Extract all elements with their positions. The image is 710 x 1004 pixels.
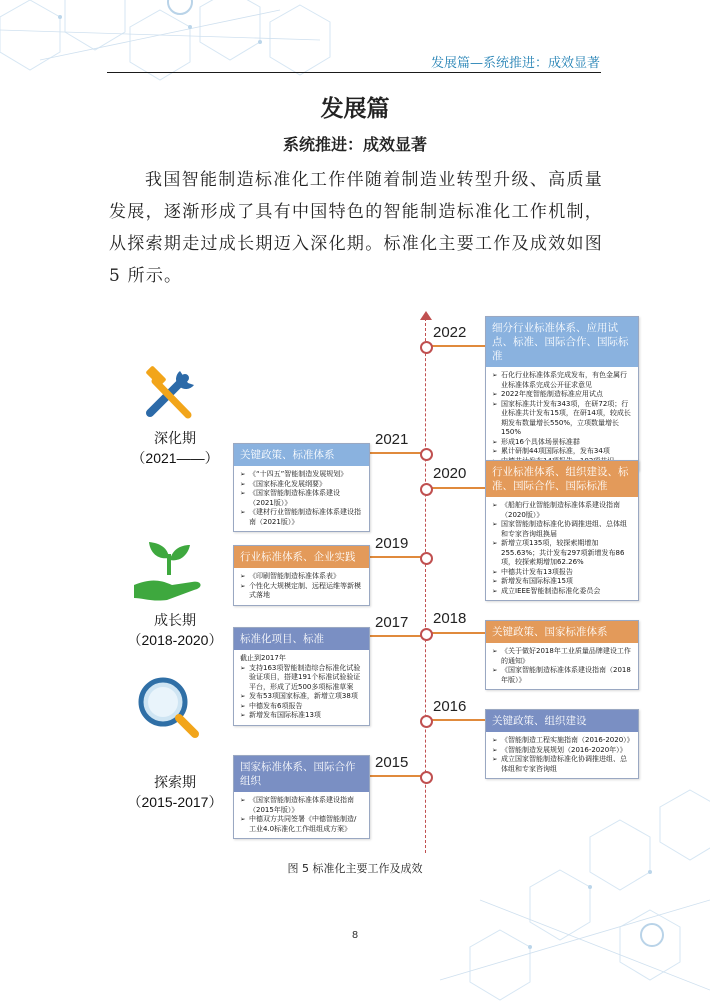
card-item: ➢ 发布53项国家标准，新增立项38项: [240, 692, 363, 702]
header-rule: [107, 72, 601, 73]
stage-deepening: [110, 428, 240, 468]
connector-2020: [425, 487, 485, 489]
stage-exploration: [110, 772, 240, 812]
figure-caption: 图 5 标准化主要工作及成效: [287, 862, 423, 875]
stage-name: 深化期: [154, 430, 196, 446]
gear-icon: [168, 0, 192, 14]
card-body: [234, 466, 369, 531]
year-2020: 2020: [433, 465, 467, 482]
card-item: ➢ 《国家智能制造标准体系建设指南（2018年版）》: [492, 666, 632, 685]
card-item: ➢ 支持163项智能制造综合标准化试验验证项目，搭建191个标准试验验证平台，形成了近500多项标准草案: [240, 664, 363, 693]
card-item: ➢ 2022年度智能制造标准应用试点: [492, 390, 632, 400]
magnifier-icon: [133, 672, 203, 742]
card-2020: [485, 460, 639, 601]
year-2022: 2022: [433, 324, 467, 341]
connector-2016: [425, 719, 485, 721]
card-item: ➢ 《“十四五”智能制造发展规划》: [240, 470, 363, 480]
connector-2022: [425, 345, 485, 347]
card-body: [486, 367, 638, 470]
stage-name: 成长期: [154, 612, 196, 628]
timeline-node: [420, 483, 433, 496]
year-2017: 2017: [375, 614, 409, 631]
section-subtitle: 系统推进：成效显著: [282, 135, 427, 154]
connector-2018: [425, 632, 485, 634]
page-title: 发展篇: [320, 95, 390, 122]
card-header: 国家标准体系、国际合作组织: [234, 756, 369, 792]
card-2015: [233, 755, 370, 839]
card-2019: [233, 545, 370, 606]
card-item: ➢ 中德发布6项报告: [240, 702, 363, 712]
timeline-node: [420, 552, 433, 565]
card-item: ➢ 国家智能制造标准化协调推进组、总体组和专家咨询组换届: [492, 520, 632, 539]
card-body: [234, 650, 369, 725]
card-item: ➢ 《国家智能制造标准体系建设（2021版）》: [240, 489, 363, 508]
card-item: ➢ 成立国家智能制造标准化协调推进组、总体组和专家咨询组: [492, 755, 632, 774]
card-body: [486, 732, 638, 778]
timeline-node: [420, 715, 433, 728]
card-item: ➢ 中德共计发布13项报告: [492, 568, 632, 578]
year-2018: 2018: [433, 610, 467, 627]
connector-2017: [368, 635, 425, 637]
card-body: [486, 643, 638, 689]
card-item: ➢ 《建材行业智能制造标准体系建设指南（2021版）》: [240, 508, 363, 527]
card-2016: [485, 709, 639, 779]
card-header: 行业标准体系、组织建设、标准、国际合作、国际标准: [486, 461, 638, 497]
timeline-node: [420, 771, 433, 784]
card-item: ➢ 石化行业标准体系完成发布，有色金属行业标准体系完成公开征求意见: [492, 371, 632, 390]
intro-paragraph: 我国智能制造标准化工作伴随着制造业转型升级、高质量发展，逐渐形成了具有中国特色的智能制造标准化工作机制，从探索期走过成长期迈入深化期。标准化主要工作及成效如图 5 所示。: [109, 170, 603, 286]
card-2018: [485, 620, 639, 690]
card-header: 关键政策、国家标准体系: [486, 621, 638, 643]
card-2021: [233, 443, 370, 532]
card-item: ➢ 《国家智能制造标准体系建设指南（2015年版）》: [240, 796, 363, 815]
card-item: ➢ 《船舶行业智能制造标准体系建设指南（2020版）》: [492, 501, 632, 520]
card-lead: 截止到2017年: [240, 654, 286, 662]
stage-period: （2018-2020）: [127, 632, 223, 648]
card-item: ➢ 个性化大规模定制、远程运维等新模式落地: [240, 582, 363, 601]
card-body: [234, 792, 369, 838]
stage-growth: [110, 610, 240, 650]
timeline-arrow: [420, 311, 432, 320]
card-item: ➢ 《智能制造发展规划（2016-2020年）》: [492, 746, 632, 756]
card-header: 行业标准体系、企业实践: [234, 546, 369, 568]
card-header: 关键政策、标准体系: [234, 444, 369, 466]
timeline-node: [420, 448, 433, 461]
card-item: ➢ 国家标准共计发布343项，在研72项；行业标准共计发布15项，在研14项，较成长期发布数量增长550%，立项数量增长150%: [492, 400, 632, 438]
connector-2015: [368, 775, 425, 777]
card-2017: [233, 627, 370, 726]
card-2022: [485, 316, 639, 471]
year-2015: 2015: [375, 754, 409, 771]
running-header: 发展篇—系统推进：成效显著: [430, 56, 600, 71]
year-2021: 2021: [375, 431, 409, 448]
timeline-node: [420, 341, 433, 354]
stage-period: （2021——）: [131, 450, 219, 466]
card-item: ➢ 《智能制造工程实施指南（2016-2020）》: [492, 736, 632, 746]
card-body: [486, 497, 638, 600]
card-item: ➢ 新增发布国际标准13项: [240, 711, 363, 721]
page-number: 8: [351, 930, 359, 941]
card-item: ➢ 中德双方共同签署《中德智能制造/工业4.0标准化工作组组成方案》: [240, 815, 363, 834]
year-2016: 2016: [433, 698, 467, 715]
card-item: ➢ 新增立项135项，较探索期增加255.63%；共计发布297项新增发布86项，较探索期增加62.26%: [492, 539, 632, 568]
connector-2019: [368, 556, 425, 558]
card-item: ➢ 累计研制44项国际标准，发布34项: [492, 447, 632, 457]
tools-icon: [140, 363, 210, 423]
card-header: 标准化项目、标准: [234, 628, 369, 650]
card-item: ➢ 《印刷智能制造标准体系表》: [240, 572, 363, 582]
card-item: ➢ 《国家标准化发展纲要》: [240, 480, 363, 490]
card-body: [234, 568, 369, 605]
sprout-hand-icon: [132, 540, 207, 605]
stage-name: 探索期: [154, 774, 196, 790]
card-item: ➢ 成立IEEE智能制造标准化委员会: [492, 587, 632, 597]
card-item: ➢ 形成16个具体场景标准群: [492, 438, 632, 448]
year-2019: 2019: [375, 535, 409, 552]
stage-period: （2015-2017）: [127, 794, 223, 810]
card-item: ➢ 《关于做好2018年工业质量品牌建设工作的通知》: [492, 647, 632, 666]
timeline-node: [420, 628, 433, 641]
card-item: ➢ 新增发布国际标准15项: [492, 577, 632, 587]
card-header: 关键政策、组织建设: [486, 710, 638, 732]
connector-2021: [368, 452, 425, 454]
card-header: 细分行业标准体系、应用试点、标准、国际合作、国际标准: [486, 317, 638, 367]
